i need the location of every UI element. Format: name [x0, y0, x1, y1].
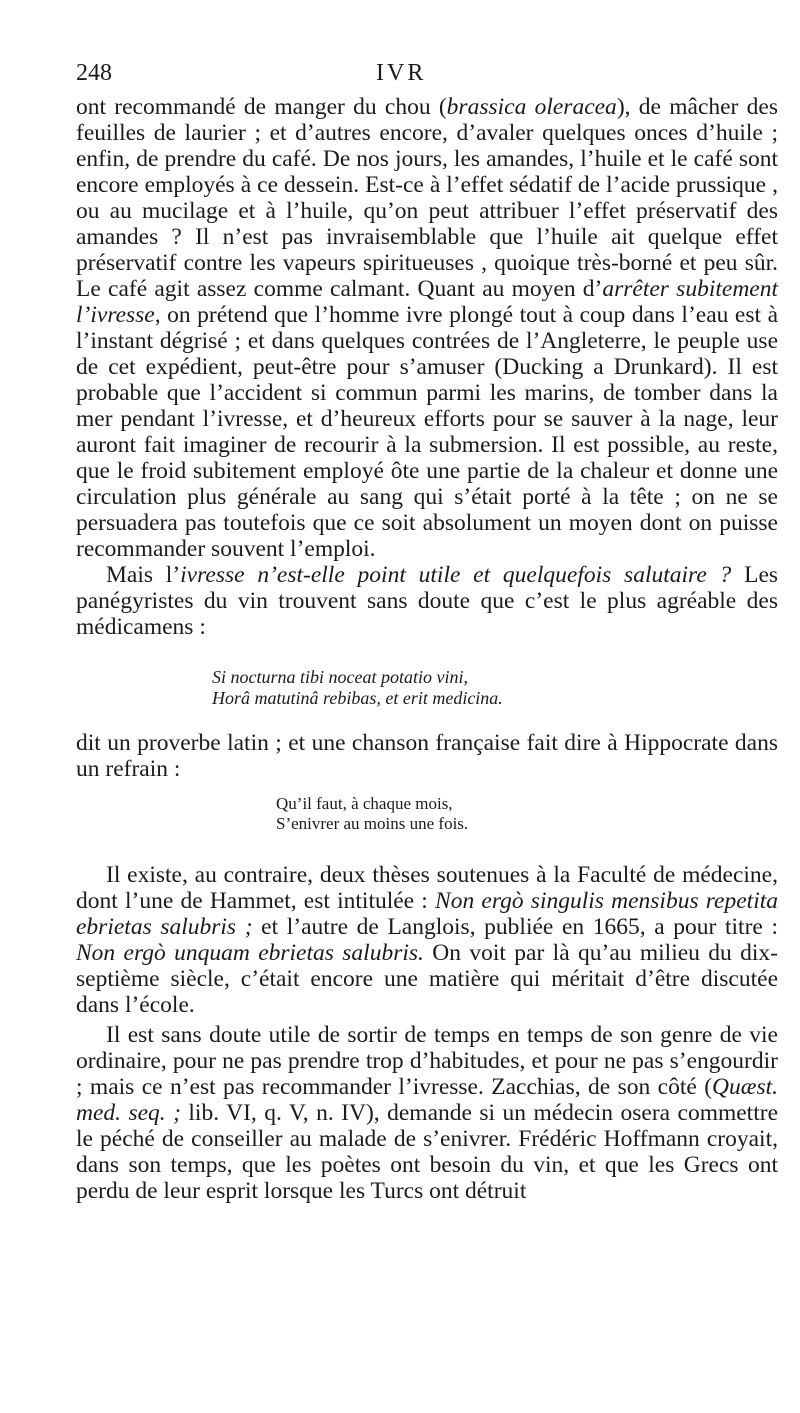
p2-text-c: Les panégyristes du vin trouvent sans doute que c’est le plus agréable des médicamens :	[76, 562, 779, 640]
song-refrain	[276, 794, 778, 834]
verse-line-1: Si nocturna tibi noceat potatio vini,	[212, 667, 468, 687]
p1-text-c: ), de mâcher des feuilles de laurier ; et d’autres encore, d’avaler quelques onces d’huile ; enfin, de prendre du café. De nos jours, les amandes, l’huile et le café sont encore employés à ce dessein. Est-ce à l’effet sédatif de l’acide prussique , ou au mucilage et à l’huile, qu’on peut attribuer l’effet préservatif des amandes ? Il n’est pas invraisemblable que l’huile ait quelque effet préservatif contre les vapeurs spiritueuses , quoique très-borné et peu sûr. Le café agit assez comme calmant. Quant au moyen d’	[76, 94, 778, 302]
p5-citation: Quæst. med. seq. ;	[76, 1074, 778, 1126]
paragraph-4	[76, 862, 778, 1018]
p1-text-a: ont recommandé de manger du chou (	[76, 94, 447, 120]
running-head: IVR	[376, 60, 427, 86]
p4-text-c: et l’autre de Langlois, publiée en 1665, a pour titre :	[252, 914, 778, 940]
latin-verse	[212, 667, 778, 709]
paragraph-2	[76, 562, 778, 640]
p2-question: ivresse n’est-elle point utile et quelquefois salutaire ?	[180, 562, 732, 588]
p4-text-a: Il existe, au contraire, deux thèses soutenues à la Faculté de médecine, dont l’une de Hammet, est intitulée :	[76, 862, 778, 914]
p2-text-a: Mais l’	[106, 562, 181, 588]
page-header	[76, 60, 778, 94]
song-line-2: S’enivrer au moins une fois.	[276, 814, 469, 833]
p4-thesis-1: Non ergò singulis mensibus repetita ebrietas salubris ;	[76, 888, 778, 940]
p4-thesis-2: Non ergò unquam ebrietas salubris.	[76, 940, 424, 966]
p1-latin-term: brassica oleracea	[446, 94, 617, 120]
p5-text-c: lib. VI, q. V, n. IV), demande si un médecin osera commettre le péché de conseiller au malade de s’enivrer. Frédéric Hoffmann croyait, dans son temps, que les poètes ont besoin du vin, et que les Grecs ont perdu de leur esprit lorsque les Turcs ont détruit	[76, 1100, 778, 1204]
p1-text-e: , on prétend que l’homme ivre plongé tout à coup dans l’eau est à l’instant dégrisé ; et dans quelques contrées de l’Angleterre, le peuple use de cet expédient, peut-être pour s’amuser (Ducking a Drunkard). Il est probable que l’accident si commun parmi les marins, de tomber dans la mer pendant l’ivresse, et d’heureux efforts pour se sauver à la nage, leur auront fait imaginer de recourir à la submersion. Il est possible, au reste, que le froid subitement employé ôte une partie de la chaleur et donne une circulation plus générale au sang qui s’était porté à la tête ; on ne se persuadera pas toutefois que ce soit absolument un moyen dont on puisse recommander souvent l’emploi.	[76, 302, 778, 562]
p5-text-a: Il est sans doute utile de sortir de temps en temps de son genre de vie ordinaire, pour ne pas prendre trop d’habitudes, et pour ne pas s’engourdir ; mais ce n’est pas recommander l’ivresse. Zacchias, de son côté (	[76, 1022, 778, 1100]
page-number: 248	[76, 60, 112, 86]
p1-emphasis: arrêter subitement l’ivresse	[76, 276, 778, 328]
p4-text-e: On voit par là qu’au milieu du dix-septième siècle, c’était encore une matière qui méritait d’être discutée dans l’école.	[76, 940, 778, 1018]
body-text	[76, 94, 778, 1204]
verse-line-2: Horâ matutinâ rebibas, et erit medicina.	[212, 688, 503, 708]
song-line-1: Qu’il faut, à chaque mois,	[276, 794, 453, 813]
paragraph-3: dit un proverbe latin ; et une chanson française fait dire à Hippocrate dans un refrain :	[76, 730, 778, 782]
paragraph-5	[76, 1022, 778, 1204]
paragraph-1	[76, 94, 778, 562]
